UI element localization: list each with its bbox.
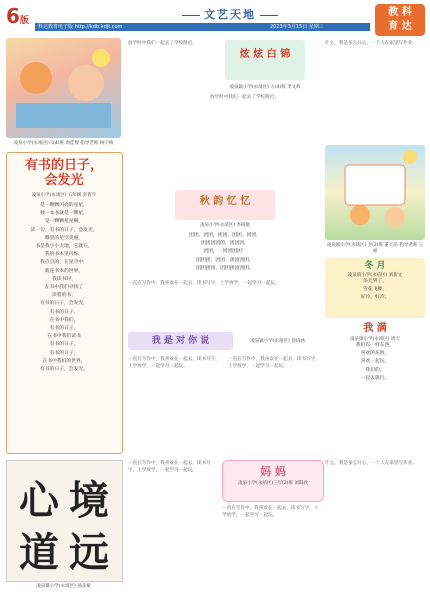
poem-body: 是一颗颗闪亮的星星， 独一本书就是一颗星， 是一颗颗星星啊， 读一句，有书的日子，会发光。 哪里的星空美丽， 书是我小小天地，它就在， 我的书本里闪烁， 我点点的，在星空中， 就连书本的世界， 我读书时， 在书中我们寻找了 读着的书， 有书的日子，会发光， 有书的日子， 在书中我们， 有书的日子， 在书中我们读书 有书的日子， 有书的日子， 在书中我们的世界， 有书的日子，会发光。 <box>30 203 98 373</box>
banner-1-text: 放学时中我们一起去了学校附近， <box>210 95 279 100</box>
page-number: 6版 <box>6 4 29 28</box>
calligraphy-artwork <box>6 460 123 582</box>
mid-article-2: 一直在写作中，我喜欢在一起去，读书写字，上学放学，一起学习一起玩。 <box>128 281 280 286</box>
page-suffix: 版 <box>19 16 29 26</box>
calligraphy-char-4: 远 <box>69 529 109 576</box>
right-article-text: 什么，我是多么开心，一个人在家里写作业。 <box>325 41 417 46</box>
calligraphy-caption: 凌泉镇小学(永靖区) 孙彦斌 <box>36 584 91 589</box>
mama-byline: 凌泉小学(永靖区)三年(2)班 刘阳欣 <box>238 481 308 486</box>
poem-3-box <box>325 258 425 318</box>
banner-2-title: 秋 韵 忆 忆 <box>199 196 251 207</box>
banner-3-byline: 凌泉镇小学(永靖区) 徐语涵 <box>250 339 305 344</box>
poem-byline: 凌泉小学(永靖区) 五年级 彭哲宇 <box>31 193 97 198</box>
banner-1 <box>225 40 305 80</box>
child-drawing-2-art <box>325 145 425 240</box>
poem-4-box <box>325 322 425 447</box>
mama-header-box <box>222 460 324 502</box>
calligraphy-char-2: 境 <box>69 477 109 524</box>
banner-2 <box>175 190 275 220</box>
poem-3-body: 冬天到了， 雪花飞舞， 好冷，好冷。 <box>360 279 390 301</box>
mid-article-4: 一直在写作中，我喜欢在一起去，读书写字，上学放学，一起学习一起玩。 <box>128 461 211 474</box>
mama-title: 妈 妈 <box>260 465 286 478</box>
banner-1-byline: 凌泉镇小学(永靖区) 五(4)班 孝文辉 <box>229 85 301 90</box>
banner-1-title: 炫 炫 白 锦 <box>239 49 291 60</box>
mid-article-3a: 一直在写作中，我喜欢在一起去，读书写字，上学放学，一起学习一起玩。 <box>128 357 220 370</box>
drawing-caption-1: 凌泉小学(永靖区)六(4)班 周佳瑞 指导老师 杨宇梅 <box>13 141 114 146</box>
header-date: 2023年3月15日 星期三 <box>270 24 324 30</box>
child-drawing-2 <box>325 145 425 240</box>
mid-article-text: 放学时中我们一起去了学校附近， <box>128 41 197 46</box>
banner-2-poem: 团团、团团，团团、团团、团团， 团团团团的，团团团， 团团，一团团团团！ 团团团，团团、团团团团， 团团团团，团团团团团团。 <box>189 233 261 271</box>
drawing-caption-2: 凌泉镇小学(永靖区) 卫(2)班 董天乐 指导老师 王丽 <box>326 243 424 254</box>
banner-2-byline: 凌泉小学(永靖区) 李研航 <box>200 223 250 228</box>
child-drawing-1 <box>6 38 121 138</box>
poem-4-body: 我们有一样东西， 喜欢的东西， 喜欢一起玩， 我们的， 一起去旅行。 <box>355 343 395 381</box>
child-drawing-1-art <box>6 38 121 138</box>
poem-title: 有书的日子， 会发光 <box>24 158 103 188</box>
mama-article: 一直在写作中，我喜欢在一起去，读书写字，上学放学，一起学习一起玩。 <box>222 506 319 519</box>
banner-3 <box>128 332 233 350</box>
right-article-2: 什么，我是多么开心，一个人在家里写作业。 <box>325 461 417 466</box>
poem-4-byline: 凌泉镇小学(永靖区) 周天 <box>350 337 400 342</box>
poem-3-title: 冬 月 <box>364 261 386 271</box>
mid-article-3b: 一直在写作中，我喜欢在一起去，读书写字，上学放学，一起学习一起玩。 <box>228 357 320 370</box>
calligraphy-char-3: 道 <box>19 529 59 576</box>
poem-4-title: 我 满 <box>363 323 387 334</box>
banner-3-title: 我 是 对 你 说 <box>151 336 210 346</box>
section-title: 文艺天地 <box>178 6 282 22</box>
poem-3-byline: 凌泉镇小学(永靖区) 刘新文 <box>347 273 403 278</box>
newspaper-logo: 教 科 育 达 <box>375 4 425 36</box>
header-url: 科达教育电子版 http://kdb.kdjt.com <box>38 24 123 30</box>
calligraphy-char-1: 心 <box>19 477 59 524</box>
